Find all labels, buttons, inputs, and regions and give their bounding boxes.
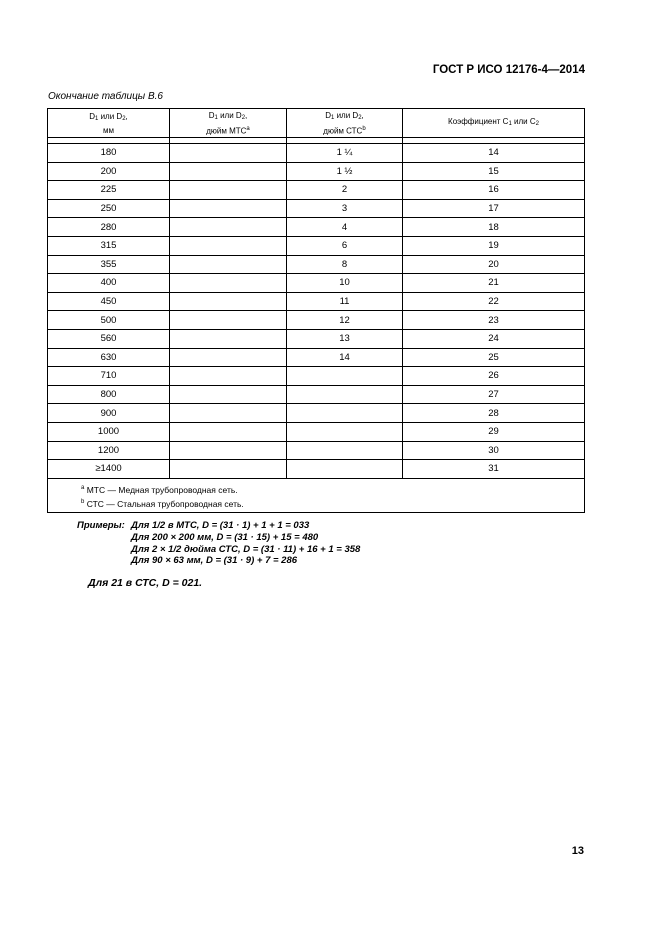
cell-d-mts bbox=[170, 348, 287, 367]
cell-d-mm: 1200 bbox=[48, 441, 170, 460]
cell-d-sts bbox=[287, 367, 403, 386]
cell-d-mts bbox=[170, 199, 287, 218]
table-row bbox=[48, 348, 585, 367]
table-row bbox=[48, 181, 585, 200]
cell-d-mm: 800 bbox=[48, 385, 170, 404]
example-line: Для 2 × 1/2 дюйма СТС, D = (31 · 11) + 16 + 1 = 358 bbox=[131, 543, 361, 555]
example-line: Для 1/2 в МТС, D = (31 · 1) + 1 + 1 = 033 bbox=[131, 520, 310, 531]
table-row bbox=[48, 460, 585, 479]
cell-d-mm: 355 bbox=[48, 255, 170, 274]
cell-d-sts bbox=[287, 404, 403, 423]
footnotes-row bbox=[48, 478, 585, 513]
cell-d-mts bbox=[170, 460, 287, 479]
cell-d-sts: 10 bbox=[287, 274, 403, 293]
footnote-b: $^b$ СТС — Стальная трубопроводная сеть. bbox=[81, 498, 244, 509]
cell-coefficient: 18 bbox=[403, 218, 585, 237]
cell-d-mts bbox=[170, 144, 287, 163]
cell-d-mts bbox=[170, 311, 287, 330]
cell-d-sts: 4 bbox=[287, 218, 403, 237]
cell-coefficient: 28 bbox=[403, 404, 585, 423]
cell-d-mts bbox=[170, 385, 287, 404]
column-header-d-sts: D1 или D2, дюйм СТС$^b$ bbox=[287, 109, 403, 138]
cell-d-sts: 3 bbox=[287, 199, 403, 218]
cell-d-sts bbox=[287, 422, 403, 441]
cell-coefficient: 16 bbox=[403, 181, 585, 200]
cell-d-mts bbox=[170, 181, 287, 200]
cell-d-mm: 400 bbox=[48, 274, 170, 293]
table-row bbox=[48, 274, 585, 293]
cell-d-mm: 250 bbox=[48, 199, 170, 218]
cell-d-mts bbox=[170, 422, 287, 441]
table-row bbox=[48, 144, 585, 163]
cell-d-mm: 280 bbox=[48, 218, 170, 237]
table-row bbox=[48, 162, 585, 181]
footnote-mark: a bbox=[246, 125, 250, 132]
cell-d-mts bbox=[170, 292, 287, 311]
examples-label: Примеры: bbox=[77, 520, 125, 531]
cell-d-sts: 1 ½ bbox=[287, 162, 403, 181]
cell-d-mm: 200 bbox=[48, 162, 170, 181]
cell-coefficient: 17 bbox=[403, 199, 585, 218]
column-header-coefficient: Коэффициент C1 или C2 bbox=[403, 109, 585, 138]
cell-coefficient: 27 bbox=[403, 385, 585, 404]
table-row bbox=[48, 218, 585, 237]
table-row bbox=[48, 311, 585, 330]
cell-d-mm: 1000 bbox=[48, 422, 170, 441]
table-row bbox=[48, 255, 585, 274]
cell-coefficient: 19 bbox=[403, 236, 585, 255]
cell-coefficient: 23 bbox=[403, 311, 585, 330]
cell-d-mm: 180 bbox=[48, 144, 170, 163]
example-line: Для 90 × 63 мм, D = (31 · 9) + 7 = 286 bbox=[131, 555, 298, 567]
table-row bbox=[48, 422, 585, 441]
table-body bbox=[48, 138, 585, 479]
cell-d-mm: 630 bbox=[48, 348, 170, 367]
cell-d-sts bbox=[287, 460, 403, 479]
cell-d-sts: 14 bbox=[287, 348, 403, 367]
cell-d-sts: 13 bbox=[287, 329, 403, 348]
cell-coefficient: 25 bbox=[403, 348, 585, 367]
cell-coefficient: 29 bbox=[403, 422, 585, 441]
cell-d-mm: 315 bbox=[48, 236, 170, 255]
cell-d-mts bbox=[170, 162, 287, 181]
cell-d-mts bbox=[170, 441, 287, 460]
document-code: ГОСТ Р ИСО 12176-4—2014 bbox=[432, 64, 585, 76]
cell-coefficient: 15 bbox=[403, 162, 585, 181]
table-header-row bbox=[48, 109, 585, 138]
cell-d-mm: ≥1400 bbox=[48, 460, 170, 479]
column-header-d-mm: D1 или D2, мм bbox=[48, 109, 170, 138]
cell-d-sts: 2 bbox=[287, 181, 403, 200]
table-row bbox=[48, 385, 585, 404]
column-header-d-mts: D1 или D2, дюйм МТС$^a$ bbox=[170, 109, 287, 138]
cell-d-sts: 1 ¼ bbox=[287, 144, 403, 163]
cell-coefficient: 21 bbox=[403, 274, 585, 293]
coefficient-table bbox=[47, 108, 585, 513]
cell-d-mts bbox=[170, 329, 287, 348]
cell-d-mm: 225 bbox=[48, 181, 170, 200]
cell-d-mts bbox=[170, 236, 287, 255]
cell-d-sts: 8 bbox=[287, 255, 403, 274]
page-number: 13 bbox=[571, 845, 584, 857]
cell-d-mts bbox=[170, 367, 287, 386]
footnote-mark: b bbox=[362, 125, 366, 132]
cell-d-mm: 450 bbox=[48, 292, 170, 311]
cell-d-sts bbox=[287, 385, 403, 404]
cell-d-mm: 900 bbox=[48, 404, 170, 423]
table-row bbox=[48, 367, 585, 386]
table-row bbox=[48, 404, 585, 423]
cell-d-mts bbox=[170, 255, 287, 274]
cell-coefficient: 20 bbox=[403, 255, 585, 274]
table-row bbox=[48, 292, 585, 311]
table-footnotes bbox=[48, 478, 585, 513]
cell-coefficient: 14 bbox=[403, 144, 585, 163]
table-row bbox=[48, 441, 585, 460]
cell-d-sts: 12 bbox=[287, 311, 403, 330]
table-row bbox=[48, 329, 585, 348]
cell-d-mts bbox=[170, 274, 287, 293]
cell-d-mts bbox=[170, 404, 287, 423]
table-row bbox=[48, 199, 585, 218]
table-row bbox=[48, 236, 585, 255]
cell-d-sts: 6 bbox=[287, 236, 403, 255]
cell-d-mm: 500 bbox=[48, 311, 170, 330]
cell-coefficient: 30 bbox=[403, 441, 585, 460]
cell-d-sts: 11 bbox=[287, 292, 403, 311]
final-example: Для 21 в СТС, D = 021. bbox=[88, 577, 203, 589]
cell-d-mts bbox=[170, 218, 287, 237]
cell-d-sts bbox=[287, 441, 403, 460]
footnote-a: $^a$ МТС — Медная трубопроводная сеть. bbox=[81, 484, 238, 495]
cell-coefficient: 22 bbox=[403, 292, 585, 311]
cell-coefficient: 31 bbox=[403, 460, 585, 479]
cell-coefficient: 26 bbox=[403, 367, 585, 386]
cell-coefficient: 24 bbox=[403, 329, 585, 348]
table-caption: Окончание таблицы В.6 bbox=[48, 91, 163, 102]
examples-block bbox=[77, 520, 360, 567]
example-line: Для 200 × 200 мм, D = (31 · 15) + 15 = 480 bbox=[131, 531, 319, 543]
cell-d-mm: 560 bbox=[48, 329, 170, 348]
cell-d-mm: 710 bbox=[48, 367, 170, 386]
